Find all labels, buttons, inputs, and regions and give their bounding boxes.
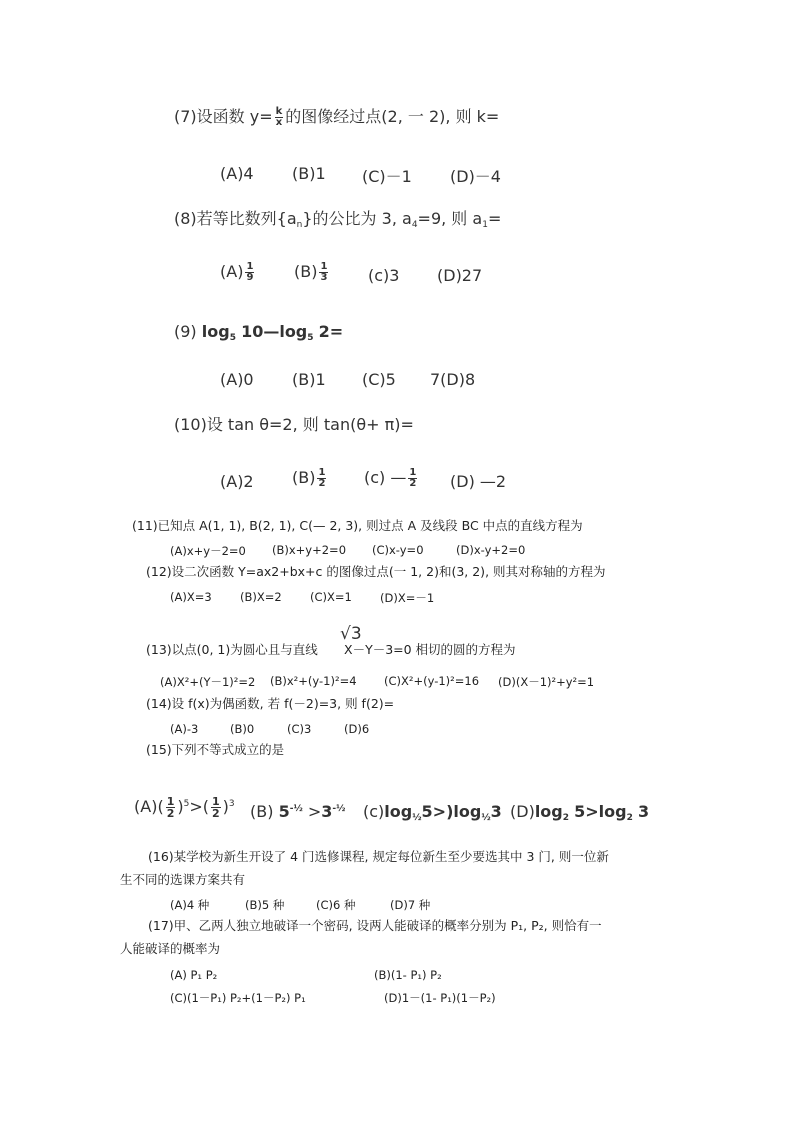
- q10-option-b: (B) $\frac{1}{2}$: [292, 467, 326, 489]
- q16-option-d: (D)7 种: [390, 898, 431, 912]
- q12-option-c: (C)X=1: [310, 590, 352, 604]
- question-16-line2: 生不同的选课方案共有: [120, 872, 246, 887]
- question-10: (10)设 tan θ=2, 则 tan(θ+ π)=: [174, 415, 414, 434]
- q7-option-b: (B)1: [292, 164, 326, 183]
- q17-option-d: (D)1－(1- P₁)(1－P₂): [384, 991, 496, 1005]
- q9-option-d: 7(D)8: [430, 370, 476, 389]
- q11-option-d: (D)x-y+2=0: [456, 543, 526, 557]
- q14-option-a: (A)-3: [170, 722, 199, 736]
- q14-option-d: (D)6: [344, 722, 370, 736]
- question-14: (14)设 f(x)为偶函数, 若 f(－2)=3, 则 f(2)=: [146, 696, 395, 711]
- question-12: (12)设二次函数 Y=ax2+bx+c 的图像过点(一 1, 2)和(3, 2), 则其对称轴的方程为: [146, 564, 606, 579]
- q14-option-c: (C)3: [287, 722, 312, 736]
- question-16-line1: (16)某学校为新生开设了 4 门选修课程, 规定每位新生至少要选其中 3 门, 则一位新: [148, 849, 609, 864]
- q16-option-c: (C)6 种: [316, 898, 356, 912]
- q15-option-c: $(c)\log_{\frac{1}{2}}5>)\log_{\frac{1}{2}}3$: [363, 802, 502, 823]
- q8-option-b: (B) $\frac{1}{3}$: [294, 261, 328, 283]
- q12-option-b: (B)X=2: [240, 590, 282, 604]
- q13-option-a: (A)X²+(Y－1)²=2: [160, 675, 256, 689]
- q17-option-b: (B)(1- P₁) P₂: [374, 968, 442, 982]
- q14-option-b: (B)0: [230, 722, 255, 736]
- q13-radical: √3: [340, 624, 362, 644]
- q17-option-c: (C)(1－P₁) P₂+(1－P₂) P₁: [170, 991, 306, 1005]
- q10-option-d: (D) —2: [450, 472, 507, 491]
- q7-suffix: 的图像经过点(2, 一 2), 则 k=: [285, 107, 500, 126]
- q9-option-b: (B)1: [292, 370, 326, 389]
- q7-option-c: (C)－1: [362, 167, 412, 186]
- q12-option-a: (A)X=3: [170, 590, 212, 604]
- q13-option-b: (B)x²+(y-1)²=4: [270, 674, 357, 688]
- q17-option-a: (A) P₁ P₂: [170, 968, 218, 982]
- question-13-b: X－Y－3=0 相切的圆的方程为: [344, 642, 516, 657]
- q9-option-c: (C)5: [362, 370, 396, 389]
- q16-option-b: (B)5 种: [245, 898, 285, 912]
- question-7: [174, 107, 499, 128]
- q10-option-c: (c) — $\frac{1}{2}$: [364, 467, 417, 489]
- q8-option-c: (c)3: [368, 266, 400, 285]
- q8-fraction-b: $\frac{1}{3}$: [320, 261, 328, 283]
- question-11: (11)已知点 A(1, 1), B(2, 1), C(— 2, 3), 则过点 A 及线段 BC 中点的直线方程为: [132, 518, 583, 533]
- q15-fraction-a2: $\frac{1}{2}$: [211, 795, 220, 820]
- q13-option-c: (C)X²+(y-1)²=16: [384, 674, 480, 688]
- q15-fraction-a1: $\frac{1}{2}$: [166, 795, 175, 820]
- q7-option-a: (A)4: [220, 164, 254, 183]
- q16-option-a: (A)4 种: [170, 898, 210, 912]
- question-17-line1: (17)甲、乙两人独立地破译一个密码, 设两人能破译的概率分别为 P₁, P₂, 则恰有一: [148, 918, 602, 933]
- q8-option-d: (D)27: [437, 266, 483, 285]
- q7-prefix: (7)设函数 y=: [174, 107, 273, 126]
- q11-option-a: (A)x+y－2=0: [170, 544, 246, 558]
- q10-fraction-b: $\frac{1}{2}$: [318, 467, 326, 489]
- question-17-line2: 人能破译的概率为: [120, 941, 221, 956]
- q9-option-a: (A)0: [220, 370, 254, 389]
- q15-option-b: (B) $5^{-\frac{1}{2}} >3^{-\frac{1}{2}}$: [250, 802, 346, 821]
- q7-option-d: (D)－4: [450, 167, 501, 186]
- q11-option-c: (C)x-y=0: [372, 543, 424, 557]
- question-9: (9) $\log_5$ $10—\log_5$ 2=: [174, 322, 344, 343]
- q11-option-b: (B)x+y+2=0: [272, 543, 347, 557]
- question-13-a: (13)以点(0, 1)为圆心且与直线: [146, 642, 318, 657]
- q10-option-a: (A)2: [220, 472, 254, 491]
- q7-fraction: $\frac{k}{x}$: [275, 106, 283, 128]
- question-8: (8)若等比数列$\{a_n\}$的公比为 3, $a_4=9$, 则 $a_1=$: [174, 209, 502, 230]
- q8-option-a: (A) $\frac{1}{9}$: [220, 261, 254, 283]
- q8-fraction-a: $\frac{1}{9}$: [246, 261, 254, 283]
- q10-fraction-c: $\frac{1}{2}$: [409, 467, 417, 489]
- q13-option-d: (D)(X－1)²+y²=1: [498, 675, 595, 689]
- q15-option-a: (A)( $\frac{1}{2}$ )$^5$>( $\frac{1}{2}$ )$^3$: [134, 795, 235, 820]
- question-15: (15)下列不等式成立的是: [146, 742, 285, 757]
- q15-option-d: $(D)\log_2$ $5>\log_2$ 3: [510, 802, 650, 823]
- q12-option-d: (D)X=－1: [380, 591, 435, 605]
